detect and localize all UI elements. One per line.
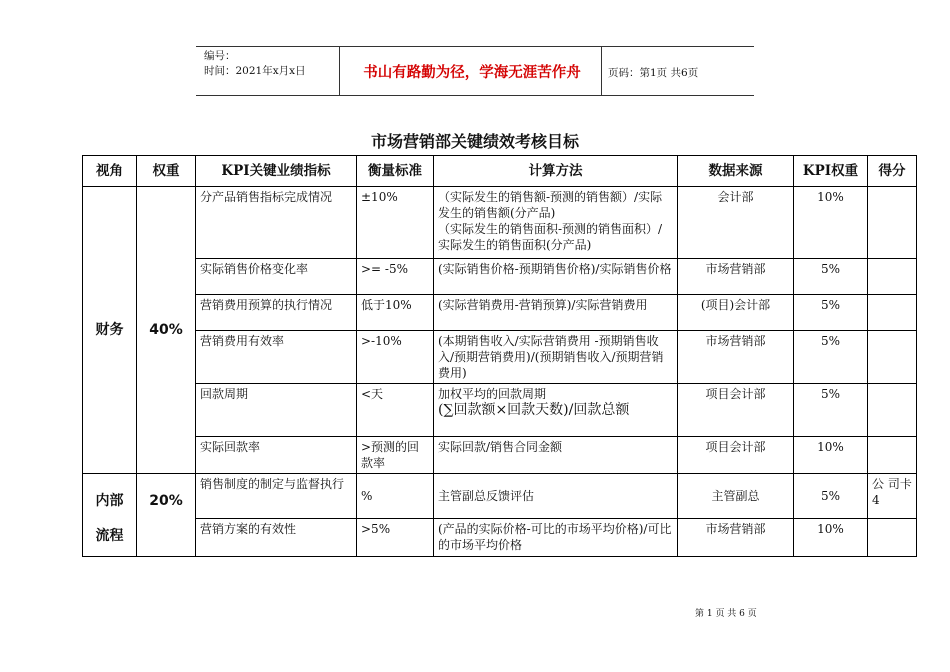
column-header: KPI权重	[794, 156, 868, 187]
table-row	[83, 474, 917, 519]
score-cell	[868, 331, 917, 384]
standard-cell: >5%	[357, 519, 434, 557]
method-cell: 实际回款/销售合同金额	[434, 437, 678, 474]
standard-cell: ±10%	[357, 187, 434, 259]
perspective-cell: 财务	[83, 187, 137, 474]
kpi-cell: 营销费用预算的执行情况	[196, 295, 357, 331]
header-motto: 书山有路勤为径，学海无涯苦作舟	[363, 65, 581, 81]
column-header: 计算方法	[434, 156, 678, 187]
standard-cell: >= -5%	[357, 259, 434, 295]
score-cell	[868, 187, 917, 259]
kpi-weight-cell: 10%	[794, 187, 868, 259]
method-line: 加权平均的回款周期	[438, 387, 547, 401]
document-date: 时间：2021年x月x日	[204, 65, 306, 77]
method-cell: (本期销售收入/实际营销费用 -预期销售收入/预期营销费用)/(预期销售收入/预期营销费用)	[434, 331, 678, 384]
kpi-weight-cell: 5%	[794, 384, 868, 437]
method-cell: 主管副总反馈评估	[434, 474, 678, 519]
document-title: 市场营销部关键绩效考核目标	[370, 132, 579, 151]
column-header: 权重	[137, 156, 196, 187]
source-cell: 主管副总	[678, 474, 794, 519]
column-header: KPI关键业绩指标	[196, 156, 357, 187]
kpi-cell: 实际销售价格变化率	[196, 259, 357, 295]
formula: (∑回款额×回款天数)/回款总额	[438, 402, 630, 418]
standard-cell: <天	[357, 384, 434, 437]
kpi-cell: 回款周期	[196, 384, 357, 437]
weight-cell: 20%	[137, 474, 196, 557]
score-cell	[868, 295, 917, 331]
kpi-weight-cell: 10%	[794, 519, 868, 557]
weight-cell: 40%	[137, 187, 196, 474]
kpi-cell: 营销费用有效率	[196, 331, 357, 384]
source-cell: 会计部	[678, 187, 794, 259]
table-row	[83, 295, 917, 331]
kpi-cell: 营销方案的有效性	[196, 519, 357, 557]
kpi-cell: 销售制度的制定与监督执行	[196, 474, 357, 519]
score-cell	[868, 519, 917, 557]
method-cell: (实际营销费用-营销预算)/实际营销费用	[434, 295, 678, 331]
score-cell	[868, 384, 917, 437]
document-number: 编号：	[204, 50, 236, 62]
score-cell: 公 司卡4	[868, 474, 917, 519]
table-row	[83, 519, 917, 557]
source-cell: 市场营销部	[678, 259, 794, 295]
header-page-number: 页码：第1页 共6页	[608, 67, 699, 79]
kpi-weight-cell: 5%	[794, 474, 868, 519]
perspective-line: 内部	[95, 493, 124, 509]
standard-cell: %	[357, 474, 434, 519]
column-header: 衡量标准	[357, 156, 434, 187]
method-line: （实际发生的销售额-预测的销售额）/实际发生的销售额(分产品)	[438, 190, 663, 220]
score-cell	[868, 259, 917, 295]
kpi-weight-cell: 5%	[794, 259, 868, 295]
perspective-cell	[83, 474, 137, 557]
source-cell: (项目)会计部	[678, 295, 794, 331]
page-footer: 第 1 页 共 6 页	[695, 609, 757, 619]
column-header: 数据来源	[678, 156, 794, 187]
table-row	[83, 259, 917, 295]
header-divider	[339, 47, 340, 95]
kpi-weight-cell: 10%	[794, 437, 868, 474]
table-row	[83, 384, 917, 437]
kpi-cell: 实际回款率	[196, 437, 357, 474]
table-row	[83, 187, 917, 259]
source-cell: 项目会计部	[678, 437, 794, 474]
standard-cell: 低于10%	[357, 295, 434, 331]
table-row	[83, 331, 917, 384]
kpi-cell: 分产品销售指标完成情况	[196, 187, 357, 259]
header-meta	[204, 49, 339, 79]
standard-cell: >预测的回款率	[357, 437, 434, 474]
method-cell	[434, 187, 678, 259]
column-header: 视角	[83, 156, 137, 187]
page-header	[196, 46, 754, 96]
method-cell	[434, 384, 678, 437]
method-cell: (实际销售价格-预期销售价格)/实际销售价格	[434, 259, 678, 295]
kpi-weight-cell: 5%	[794, 295, 868, 331]
source-cell: 市场营销部	[678, 331, 794, 384]
method-cell: (产品的实际价格-可比的市场平均价格)/可比的市场平均价格	[434, 519, 678, 557]
kpi-weight-cell: 5%	[794, 331, 868, 384]
method-line: （实际发生的销售面积-预测的销售面积）/实际发生的销售面积(分产品)	[438, 222, 663, 252]
score-cell	[868, 437, 917, 474]
source-cell: 项目会计部	[678, 384, 794, 437]
kpi-table	[82, 155, 917, 557]
perspective-line: 流程	[95, 528, 124, 544]
column-header: 得分	[868, 156, 917, 187]
standard-cell: >-10%	[357, 331, 434, 384]
table-header-row	[83, 156, 917, 187]
header-divider	[601, 47, 602, 95]
table-row	[83, 437, 917, 474]
source-cell: 市场营销部	[678, 519, 794, 557]
